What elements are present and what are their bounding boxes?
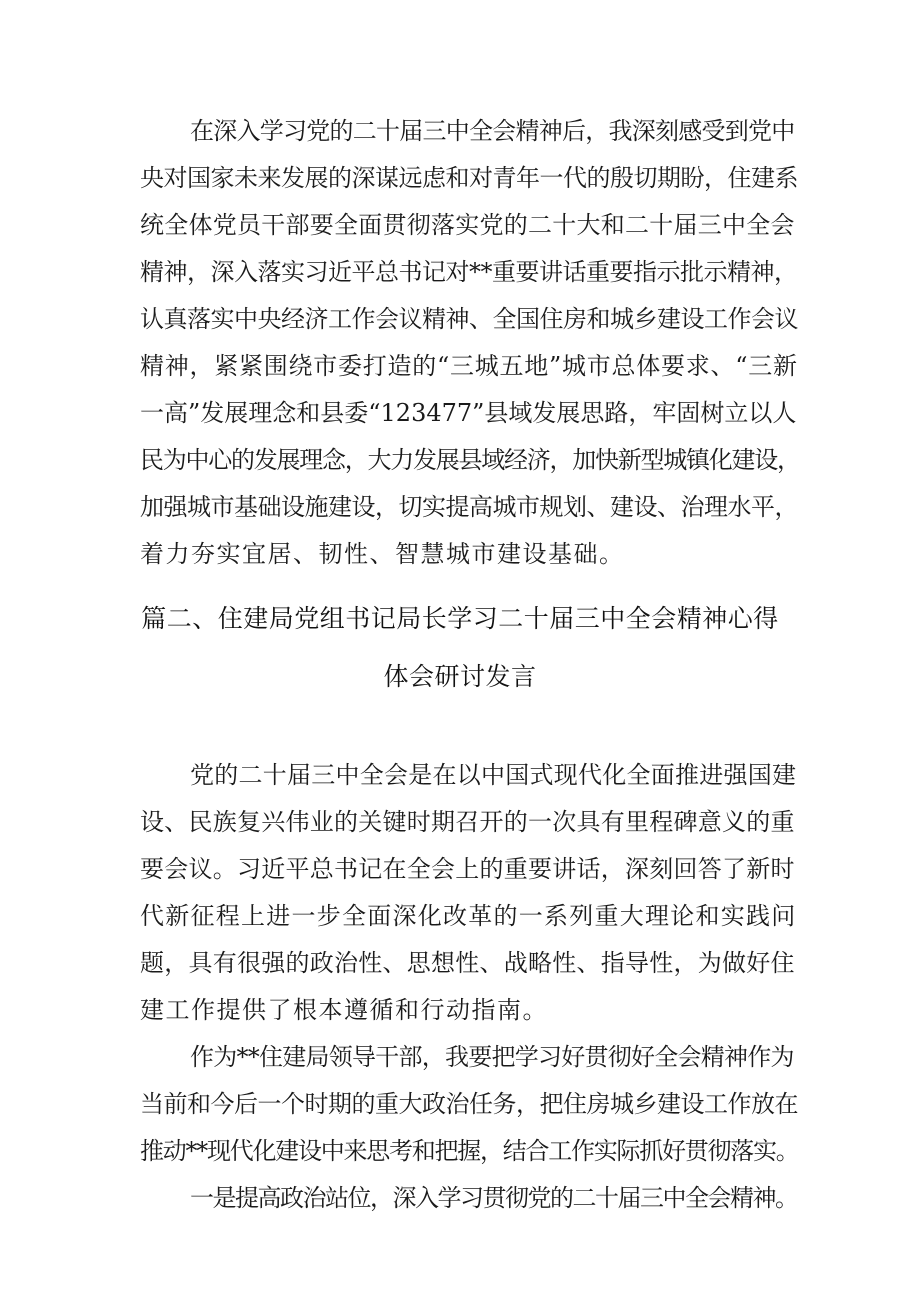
section-heading-line-1: 篇二、住建局党组书记局长学习二十届三中全会精神心得 [141,604,779,633]
paragraph-line: 题，具有很强的政治性、思想性、战略性、指导性，为做好住 [140,949,795,977]
paragraph-line: 央对国家未来发展的深谋远虑和对青年一代的殷切期盼，住建系 [140,164,798,192]
paragraph-line: 党的二十届三中全会是在以中国式现代化全面推进强国建 [190,761,797,789]
paragraph-line: 建工作提供了根本遵循和行动指南。 [140,996,548,1024]
paragraph-line: 在深入学习党的二十届三中全会精神后，我深刻感受到党中 [190,117,795,145]
paragraph-line: 精神，深入落实习近平总书记对**重要讲话重要指示批示精神， [140,258,798,286]
paragraph-line: 推动**现代化建设中来思考和把握，结合工作实际抓好贯彻落实。 [140,1137,799,1165]
paragraph-line: 要会议。习近平总书记在全会上的重要讲话，深刻回答了新时 [140,855,795,883]
paragraph-line: 精神，紧紧围绕市委打造的“三城五地”城市总体要求、“三新 [140,352,798,380]
paragraph-line: 代新征程上进一步全面深化改革的一系列重大理论和实践问 [140,902,797,930]
paragraph-line: 作为**住建局领导干部，我要把学习好贯彻好全会精神作为 [190,1043,794,1071]
paragraph-line: 设、民族复兴伟业的关键时期召开的一次具有里程碑意义的重 [140,808,795,836]
paragraph-line: 着力夯实宜居、韧性、智慧城市建设基础。 [140,540,625,568]
paragraph-line: 统全体党员干部要全面贯彻落实党的二十大和二十届三中全会 [140,211,795,239]
paragraph-line: 认真落实中央经济工作会议精神、全国住房和城乡建设工作会议 [140,305,798,333]
paragraph-line: 一高”发展理念和县委“123477”县域发展思路，牢固树立以人 [140,399,797,427]
paragraph-line: 一是提高政治站位，深入学习贯彻党的二十届三中全会精神。 [190,1184,798,1212]
paragraph-line: 民为中心的发展理念，大力发展县域经济，加快新型城镇化建设， [140,446,800,474]
section-heading-line-2: 体会研讨发言 [383,662,537,691]
paragraph-line: 当前和今后一个时期的重大政治任务，把住房城乡建设工作放在 [140,1090,798,1118]
paragraph-line: 加强城市基础设施建设，切实提高城市规划、建设、治理水平， [140,493,798,521]
